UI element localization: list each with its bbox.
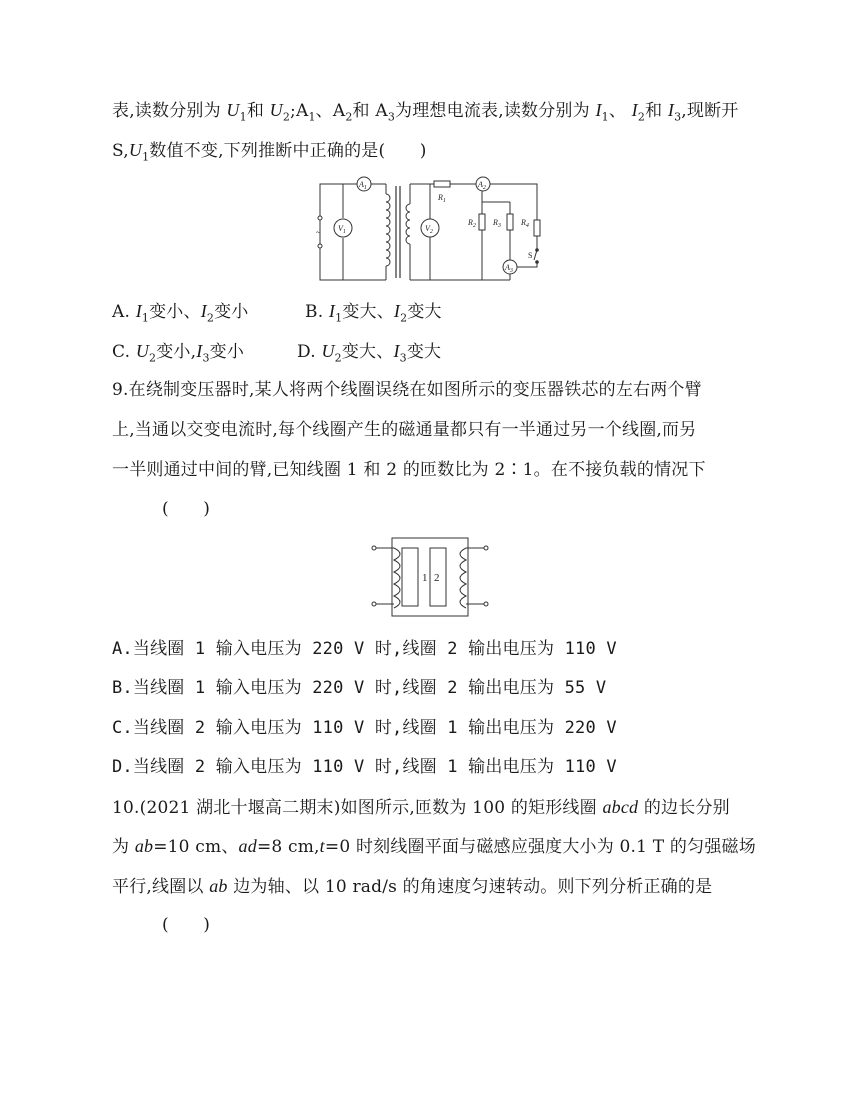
q9-stem-line-1: 9.在绕制变压器时,某人将两个线圈误绕在如图所示的变压器铁芯的左右两个臂 <box>112 380 702 400</box>
resistor-R3-label: $R_3$ <box>493 218 501 229</box>
q8-option-D[interactable]: D. $U_2$变大、$I_3$变大 <box>297 341 442 365</box>
q9-stem-line-2: 上,当通以交变电流时,每个线圈产生的磁通量都只有一半通过另一个线圈,而另 <box>112 420 697 440</box>
q9-answer-paren: ( ) <box>162 499 211 519</box>
q9-option-D[interactable]: D.当线圈 2 输入电压为 110 V 时,线圈 1 输出电压为 110 V <box>112 757 617 777</box>
voltmeter-V2-label: $V_2$ <box>425 224 433 235</box>
transformer-circuit-diagram <box>312 174 542 290</box>
q8-option-C[interactable]: C. $U_2$变小$,I_3$变小 <box>112 341 245 365</box>
q9-option-A[interactable]: A.当线圈 1 输入电压为 220 V 时,线圈 2 输出电压为 110 V <box>112 639 617 659</box>
q8-option-A[interactable]: A. $I_1$变小、$I_2$变小 <box>112 301 249 325</box>
coil-1-label: 1 <box>422 572 428 584</box>
resistor-R1-label: $R_1$ <box>438 193 446 204</box>
q10-stem-line-3: 平行,线圈以 ab 边为轴、以 10 rad/s 的角速度匀速转动。则下列分析正确的是 <box>112 876 713 897</box>
ammeter-A3-label: $A_3$ <box>505 263 513 274</box>
q10-answer-paren: ( ) <box>162 915 211 935</box>
ac-source-symbol: ~ <box>316 228 321 237</box>
ammeter-A2-label: $A_2$ <box>478 180 486 191</box>
q9-option-C[interactable]: C.当线圈 2 输入电压为 110 V 时,线圈 1 输出电压为 220 V <box>112 718 617 738</box>
q9-stem-line-3: 一半则通过中间的臂,已知线圈 1 和 2 的匝数比为 2∶1。在不接负载的情况下 <box>112 460 706 480</box>
q10-stem-line-1: 10.(2021 湖北十堰高二期末)如图所示,匝数为 100 的矩形线圈 abcd 的边长分别 <box>112 797 730 818</box>
coil-2-label: 2 <box>434 572 440 584</box>
q8-stem-line-2: $S,U_1$数值不变,下列推断中正确的是( ) <box>112 140 427 164</box>
transformer-core-diagram <box>370 534 490 620</box>
resistor-R4-label: $R_4$ <box>521 218 529 229</box>
q9-option-B[interactable]: B.当线圈 1 输入电压为 220 V 时,线圈 2 输出电压为 55 V <box>112 678 607 698</box>
ammeter-A1-label: $A_1$ <box>359 180 367 191</box>
voltmeter-V1-label: $V_1$ <box>338 224 346 235</box>
q8-stem-line-1: 表,读数分别为 $U_1$和 $U_2;A_1$、$A_2$和 $A_3$为理想电流表,读数分别为 $I_1$、 $I_2$和 $I_3$,现断开 <box>112 100 739 124</box>
resistor-R2-label: $R_2$ <box>468 218 476 229</box>
q8-option-B[interactable]: B. $I_1$变大、$I_2$变大 <box>305 301 442 325</box>
switch-S-label: S <box>528 251 533 260</box>
q10-stem-line-2: 为 ab=10 cm、ad=8 cm,t=0 时刻线圈平面与磁感应强度大小为 0.1 T 的匀强磁场 <box>112 836 756 857</box>
